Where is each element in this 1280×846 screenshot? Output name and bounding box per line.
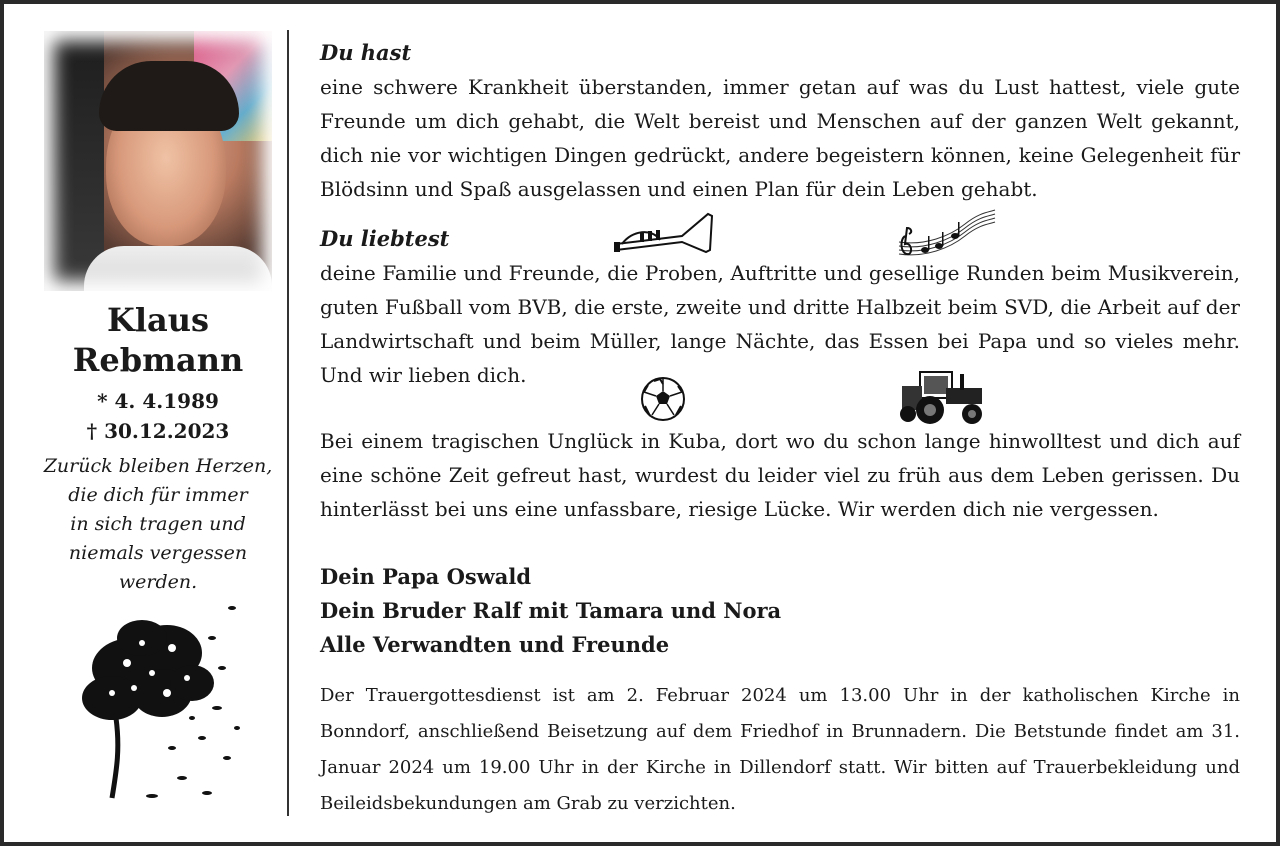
quote-line: Zurück bleiben Herzen, [43, 455, 273, 477]
football-icon [640, 376, 686, 422]
section-text-du-liebtest: deine Familie und Freunde, die Proben, Auftritte und gesellige Runden beim Musikverein, guten Fußball vom BVB, die erste, zweite und dritte Halbzeit beim SVD, die Arbeit auf der Landwirtschaft und beim Müller, lange Nächte, das Essen bei Papa und so vieles mehr. Und wir lieben dich. [320, 261, 1240, 387]
life-dates [40, 386, 276, 446]
quote-line: die dich für immer [68, 484, 248, 506]
deceased-name [40, 300, 276, 380]
trumpet-icon [612, 206, 716, 256]
column-divider [287, 30, 289, 816]
section-heading-du-liebtest: Du liebtest [320, 226, 450, 251]
signer: Alle Verwandten und Freunde [320, 632, 670, 657]
tree-icon [72, 598, 244, 808]
signer: Dein Bruder Ralf mit Tamara und Nora [320, 598, 782, 623]
quote-line: niemals vergessen [68, 542, 248, 564]
last-name: Rebmann [72, 341, 244, 379]
portrait-photo [44, 31, 272, 291]
section-text-du-hast: eine schwere Krankheit überstanden, immer getan auf was du Lust hattest, viele gute Freunde um dich gehabt, die Welt bereist und Menschen auf der ganzen Welt gekannt, dich nie vor wichtigen Dingen gedrückt, andere begeistern können, keine Gelegenheit für Blödsinn und Spaß ausgelassen und einen Plan für dein Leben gehabt. [320, 75, 1240, 201]
quote-line: in sich tragen und [70, 513, 246, 535]
quote-line: werden. [118, 571, 198, 593]
signer: Dein Papa Oswald [320, 564, 532, 589]
service-details: Der Trauergottesdienst ist am 2. Februar 2024 um 13.00 Uhr in der katholischen Kirche in Bonndorf, anschließend Beisetzung auf dem Friedhof in Brunnadern. Die Betstunde findet am 31. Januar 2024 um 19.00 Uhr in der Kirche in Dillendorf statt. Wir bitten auf Trauerbekleidung und Beileidsbekundungen am Grab zu verzichten. [320, 685, 1240, 814]
section-text-accident: Bei einem tragischen Unglück in Kuba, dort wo du schon lange hinwolltest und dich auf eine schöne Zeit gefreut hast, wurdest du leider viel zu früh aus dem Leben gerissen. Du hinterlässt bei uns eine unfassbare, riesige Lücke. Wir werden dich nie vergessen. [320, 429, 1240, 521]
first-name: Klaus [107, 301, 209, 339]
memorial-quote [40, 452, 276, 597]
signers-list [320, 560, 1240, 662]
section-heading-du-hast: Du hast [320, 40, 412, 65]
obituary-body [320, 36, 1240, 526]
death-date: † 30.12.2023 [86, 419, 230, 443]
tractor-icon [900, 366, 986, 426]
birth-date: * 4. 4.1989 [97, 389, 219, 413]
music-notes-icon [895, 206, 999, 262]
